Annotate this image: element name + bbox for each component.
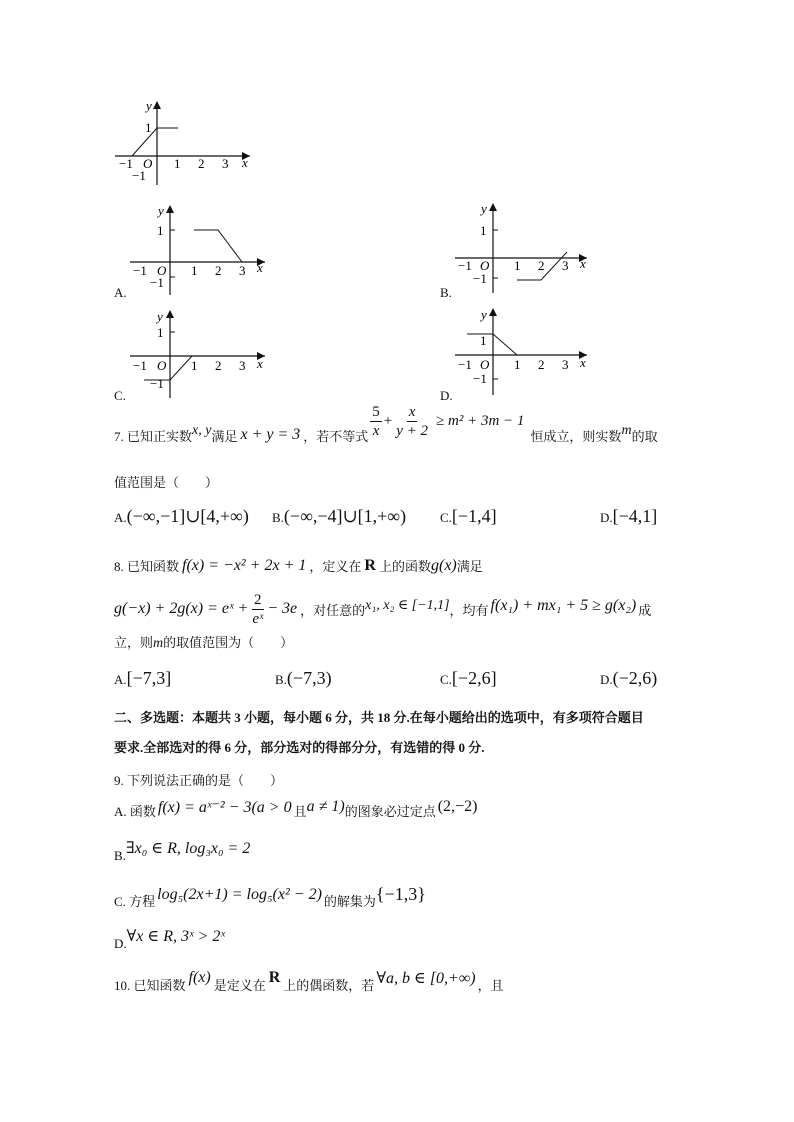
q8-cheng: 成 (638, 602, 652, 618)
q8-any: ，对任意的 (300, 602, 366, 618)
option-d-graph (455, 305, 605, 400)
option-a-graph (130, 200, 280, 300)
tick-yneg1: −1 (132, 168, 146, 183)
q10-prefix: 10. 已知函数 (114, 977, 186, 993)
q8-option-c (440, 668, 497, 689)
q7-cond-pre: 满足 (211, 428, 238, 444)
q7-cond: x + y = 3 (240, 426, 301, 443)
q7-option-d-text: [−4,1] (612, 506, 658, 526)
q9-option-d (114, 926, 225, 951)
q7-option-a-label: A. (114, 510, 127, 525)
x-axis-label: x (242, 155, 248, 170)
q8-option-d-label: D. (600, 672, 613, 687)
q7-line2: 值范围是（ ） (114, 475, 219, 490)
q7-option-d (600, 506, 657, 527)
tick-3: 3 (222, 156, 229, 171)
tick-y1: 1 (145, 120, 152, 135)
tick-neg1: −1 (458, 258, 472, 273)
tick-y1: 1 (157, 223, 164, 238)
option-a-label: A. (114, 285, 127, 300)
q8-eq-right: − 3e (267, 600, 298, 617)
option-c-graph (130, 308, 280, 403)
q8-line3-b: 的取值范围为（ ） (163, 635, 294, 650)
q9-option-a (114, 800, 477, 820)
q7-option-c-label: C. (440, 510, 452, 525)
y-axis-label: y (146, 98, 152, 113)
q8-option-b-text: (−7,3) (286, 668, 332, 688)
tick-yneg1: −1 (150, 275, 164, 290)
q8-line3 (114, 632, 293, 652)
tick-2: 2 (215, 263, 222, 278)
q8-fx: f(x) = −x² + 2x + 1 (182, 556, 307, 574)
q10-cond: ∀a, b ∈ [0,+∞) (376, 970, 476, 987)
tick-2: 2 (215, 358, 222, 373)
q9-a-tail: 的图象必过定点 (344, 803, 436, 819)
y-axis-label: y (157, 309, 163, 324)
q9-c-eq: log₅(2x+1) = log₅(x² − 2) (157, 885, 322, 903)
option-d-label: D. (440, 388, 453, 403)
tick-neg1: −1 (458, 357, 472, 372)
q9-a-fx: f(x) = aˣ⁻² − 3(a > 0 (157, 799, 292, 816)
q8-eq-left: g(−x) + 2g(x) = eˣ + (114, 600, 249, 617)
q7-prefix: 7. 已知正实数 (114, 428, 193, 444)
q7-option-c-text: [−1,4] (451, 506, 497, 526)
q9-c-set: {−1,3} (375, 884, 426, 904)
q8-mid2: 上的函数 (378, 559, 431, 574)
tick-y1: 1 (480, 333, 487, 348)
tick-1: 1 (191, 263, 198, 278)
q7-vars: x, y (192, 423, 212, 438)
origin-label: O (157, 358, 167, 373)
q8-option-a-label: A. (114, 672, 127, 687)
q8-ineq: f(x₁) + mx₁ + 5 ≥ g(x₂) (490, 597, 637, 614)
tick-1: 1 (191, 358, 198, 373)
q7-frac2-den: y + 2 (396, 422, 429, 439)
q8-line2 (114, 586, 651, 632)
q7-tail: 恒成立，则实数 (530, 428, 622, 444)
q7-frac1-den: x (372, 422, 380, 439)
q9-c-label: C. 方程 (114, 894, 156, 909)
y-axis-label: y (158, 203, 164, 218)
option-b-label: B. (440, 285, 452, 300)
q9-c-tail: 的解集为 (323, 894, 376, 909)
q9-d-label: D. (114, 936, 127, 951)
section2-line1: 二、多选题：本题共 3 小题，每小题 6 分，共 18 分.在每小题给出的选项中，有多项符合题目 (114, 710, 644, 725)
q7-frac1-num: 5 (372, 403, 380, 420)
tick-2: 2 (538, 258, 545, 273)
q10-tail: ，且 (477, 977, 504, 993)
q8-mid: ，定义在 (309, 559, 362, 574)
q7-option-d-label: D. (600, 510, 613, 525)
tick-yneg1: −1 (473, 271, 487, 286)
q7-frac2-num: x (408, 403, 416, 420)
q7-frac1 (370, 403, 382, 440)
tick-yneg1: −1 (150, 376, 164, 391)
given-function-graph (110, 95, 260, 190)
q10-fx: f(x) (188, 969, 211, 986)
q8-line3-a: 立，则 (114, 635, 154, 650)
q7-tail2: 的取 (631, 428, 658, 444)
q8-have: ，均有 (449, 602, 489, 618)
q7-plus: + (383, 412, 393, 429)
q9-a-cond: a ≠ 1) (306, 798, 345, 815)
q8-prefix: 8. 已知函数 (114, 559, 180, 574)
q8-R: R (364, 556, 376, 574)
q8-option-d (600, 668, 657, 689)
option-c-label: C. (114, 388, 126, 403)
x-axis-label: x (257, 356, 263, 371)
q7-m: m (621, 423, 632, 438)
tick-3: 3 (239, 358, 246, 373)
tick-y1: 1 (157, 325, 164, 340)
q9-d-text: ∀x ∈ R, 3ˣ > 2ˣ (126, 928, 225, 945)
q8-m: m (153, 636, 164, 651)
q7-line1 (114, 403, 658, 460)
q8-option-b-label: B. (275, 672, 287, 687)
q8-line1 (114, 556, 483, 575)
y-axis-label: y (481, 201, 487, 216)
q10-R: R (268, 969, 281, 986)
q10-mid2: 上的偶函数，若 (283, 977, 375, 993)
q7-ineq-pre: ，若不等式 (303, 428, 369, 444)
q8-option-c-text: [−2,6] (451, 668, 497, 688)
q8-option-b (275, 668, 332, 689)
q7-option-a-text: (−∞,−1]∪[4,+∞) (126, 506, 249, 526)
tick-1: 1 (514, 357, 521, 372)
tick-2: 2 (198, 156, 205, 171)
q9-a-label: A. 函数 (114, 803, 156, 819)
tick-yneg1: −1 (473, 371, 487, 386)
tick-3: 3 (239, 263, 246, 278)
x-axis-label: x (580, 355, 586, 370)
q8-eq-frac (250, 591, 265, 628)
tick-2: 2 (538, 357, 545, 372)
tick-y1: 1 (480, 223, 487, 238)
q8-option-c-label: C. (440, 672, 452, 687)
q7-option-b (272, 506, 406, 527)
q7-inequality (368, 403, 524, 440)
q8-x1x2: x₁, x₂ ∈ [−1,1] (365, 597, 450, 613)
origin-label: O (157, 263, 167, 278)
q9-stem: 9. 下列说法正确的是（ ） (114, 773, 284, 788)
q8-option-a (114, 668, 171, 689)
q8-eq-frac-den: eˣ (252, 610, 264, 627)
y-axis-label: y (481, 307, 487, 322)
q8-option-d-text: (−2,6) (612, 668, 658, 688)
q10-mid: 是定义在 (213, 977, 266, 993)
tick-3: 3 (562, 258, 569, 273)
section2-line2: 要求.全部选对的得 6 分，部分选对的得部分分，有选错的得 0 分. (114, 740, 485, 755)
q8-option-a-text: [−7,3] (126, 668, 172, 688)
q8-gx: g(x) (431, 556, 457, 574)
q9-option-b (114, 838, 251, 863)
origin-label: O (480, 357, 490, 372)
q7-frac2 (394, 403, 430, 440)
origin-label: O (480, 258, 490, 273)
q7-option-b-text: (−∞,−4]∪[1,+∞) (283, 506, 407, 526)
q8-mid3: 满足 (456, 559, 483, 574)
origin-label: O (143, 156, 153, 171)
tick-1: 1 (174, 156, 181, 171)
q9-b-label: B. (114, 848, 126, 863)
q9-b-text: ∃x₀ ∈ R, log₃x₀ = 2 (125, 840, 251, 857)
x-axis-label: x (257, 260, 263, 275)
q10-line1 (114, 968, 504, 993)
q7-option-c (440, 506, 497, 527)
tick-neg1: −1 (133, 263, 147, 278)
tick-1: 1 (514, 258, 521, 273)
q9-option-c (114, 884, 426, 909)
q7-option-b-label: B. (272, 510, 284, 525)
q8-eq-frac-num: 2 (254, 591, 262, 608)
option-b-graph (455, 198, 605, 298)
tick-neg1: −1 (119, 156, 133, 171)
q9-a-pt: (2,−2) (437, 798, 478, 815)
x-axis-label: x (580, 256, 586, 271)
q7-option-a (114, 506, 249, 527)
tick-neg1: −1 (133, 358, 147, 373)
q7-rhs: ≥ m² + 3m − 1 (436, 412, 525, 429)
q9-a-and: 且 (293, 803, 307, 819)
tick-3: 3 (562, 357, 569, 372)
